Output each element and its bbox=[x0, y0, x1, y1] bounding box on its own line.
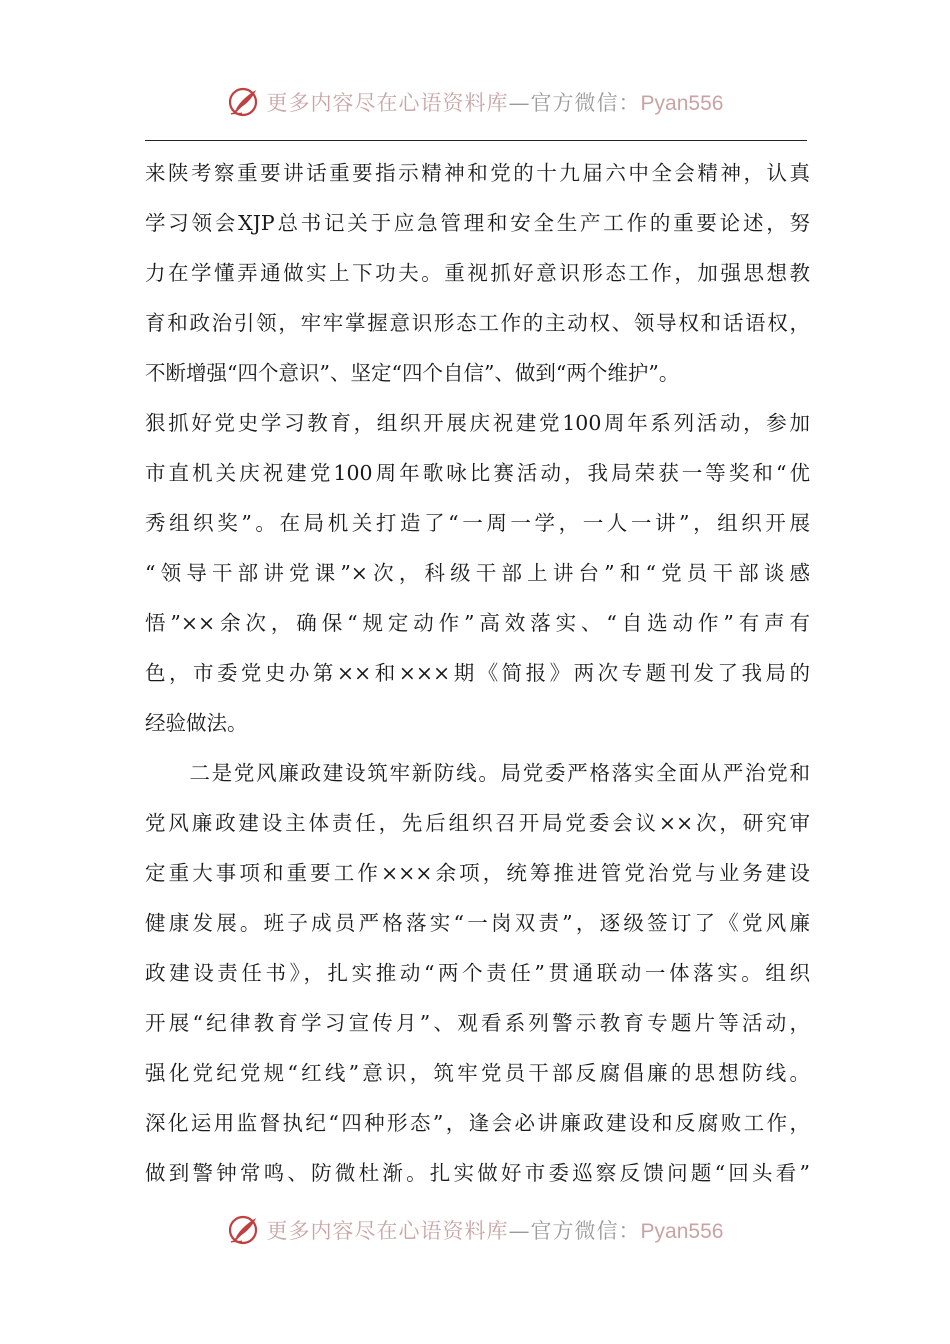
header-divider bbox=[145, 140, 807, 141]
document-body bbox=[145, 148, 810, 1198]
text-line: 悟”××余次，确保“规定动作”高效落实、“自选动作”有声有 bbox=[145, 611, 810, 635]
text-line: 强化党纪党规“红线”意识，筑牢党员干部反腐倡廉的思想防线。 bbox=[145, 1061, 810, 1085]
banner-text: 更多内容尽在心语资料库—官方微信：Pyan556 bbox=[266, 91, 724, 115]
text-line: 定重大事项和重要工作×××余项，统筹推进管党治党与业务建设 bbox=[145, 861, 810, 885]
text-line: 力在学懂弄通做实上下功夫。重视抓好意识形态工作，加强思想教 bbox=[145, 261, 810, 285]
text-line: 深化运用监督执纪“四种形态”，逢会必讲廉政建设和反腐败工作， bbox=[145, 1111, 810, 1135]
text-line: 市直机关庆祝建党100周年歌咏比赛活动，我局荣获一等奖和“优 bbox=[145, 461, 810, 485]
text-line: 开展“纪律教育学习宣传月”、观看系列警示教育专题片等活动， bbox=[145, 1011, 810, 1035]
text-line: 二是党风廉政建设筑牢新防线。局党委严格落实全面从严治党和 bbox=[145, 761, 810, 785]
text-line: 不断增强“四个意识”、坚定“四个自信”、做到“两个维护”。 bbox=[145, 361, 680, 385]
text-line: 党风廉政建设主体责任，先后组织召开局党委会议××次，研究审 bbox=[145, 811, 810, 835]
text-line: 学习领会XJP总书记关于应急管理和安全生产工作的重要论述，努 bbox=[145, 211, 810, 235]
text-line: 来陕考察重要讲话重要指示精神和党的十九届六中全会精神，认真 bbox=[145, 161, 810, 185]
footer-banner bbox=[0, 1208, 950, 1252]
text-line: 经验做法。 bbox=[145, 711, 248, 735]
text-line: 政建设责任书》，扎实推动“两个责任”贯通联动一体落实。组织 bbox=[145, 961, 810, 985]
text-line: 狠抓好党史学习教育，组织开展庆祝建党100周年系列活动，参加 bbox=[145, 411, 810, 435]
header-banner bbox=[0, 80, 950, 124]
text-line: 秀组织奖”。在局机关打造了“一周一学，一人一讲”，组织开展 bbox=[145, 511, 810, 535]
text-line: 健康发展。班子成员严格落实“一岗双责”，逐级签订了《党风廉 bbox=[145, 911, 810, 935]
text-line: “领导干部讲党课”×次，科级干部上讲台”和“党员干部谈感 bbox=[145, 561, 810, 585]
quill-logo-icon bbox=[227, 85, 261, 119]
text-line: 育和政治引领，牢牢掌握意识形态工作的主动权、领导权和话语权， bbox=[145, 311, 810, 335]
text-line: 做到警钟常鸣、防微杜渐。扎实做好市委巡察反馈问题“回头看” bbox=[145, 1161, 810, 1185]
quill-logo-icon bbox=[227, 1213, 261, 1247]
banner-text: 更多内容尽在心语资料库—官方微信：Pyan556 bbox=[266, 1219, 724, 1243]
text-line: 色，市委党史办第××和×××期《简报》两次专题刊发了我局的 bbox=[145, 661, 810, 685]
